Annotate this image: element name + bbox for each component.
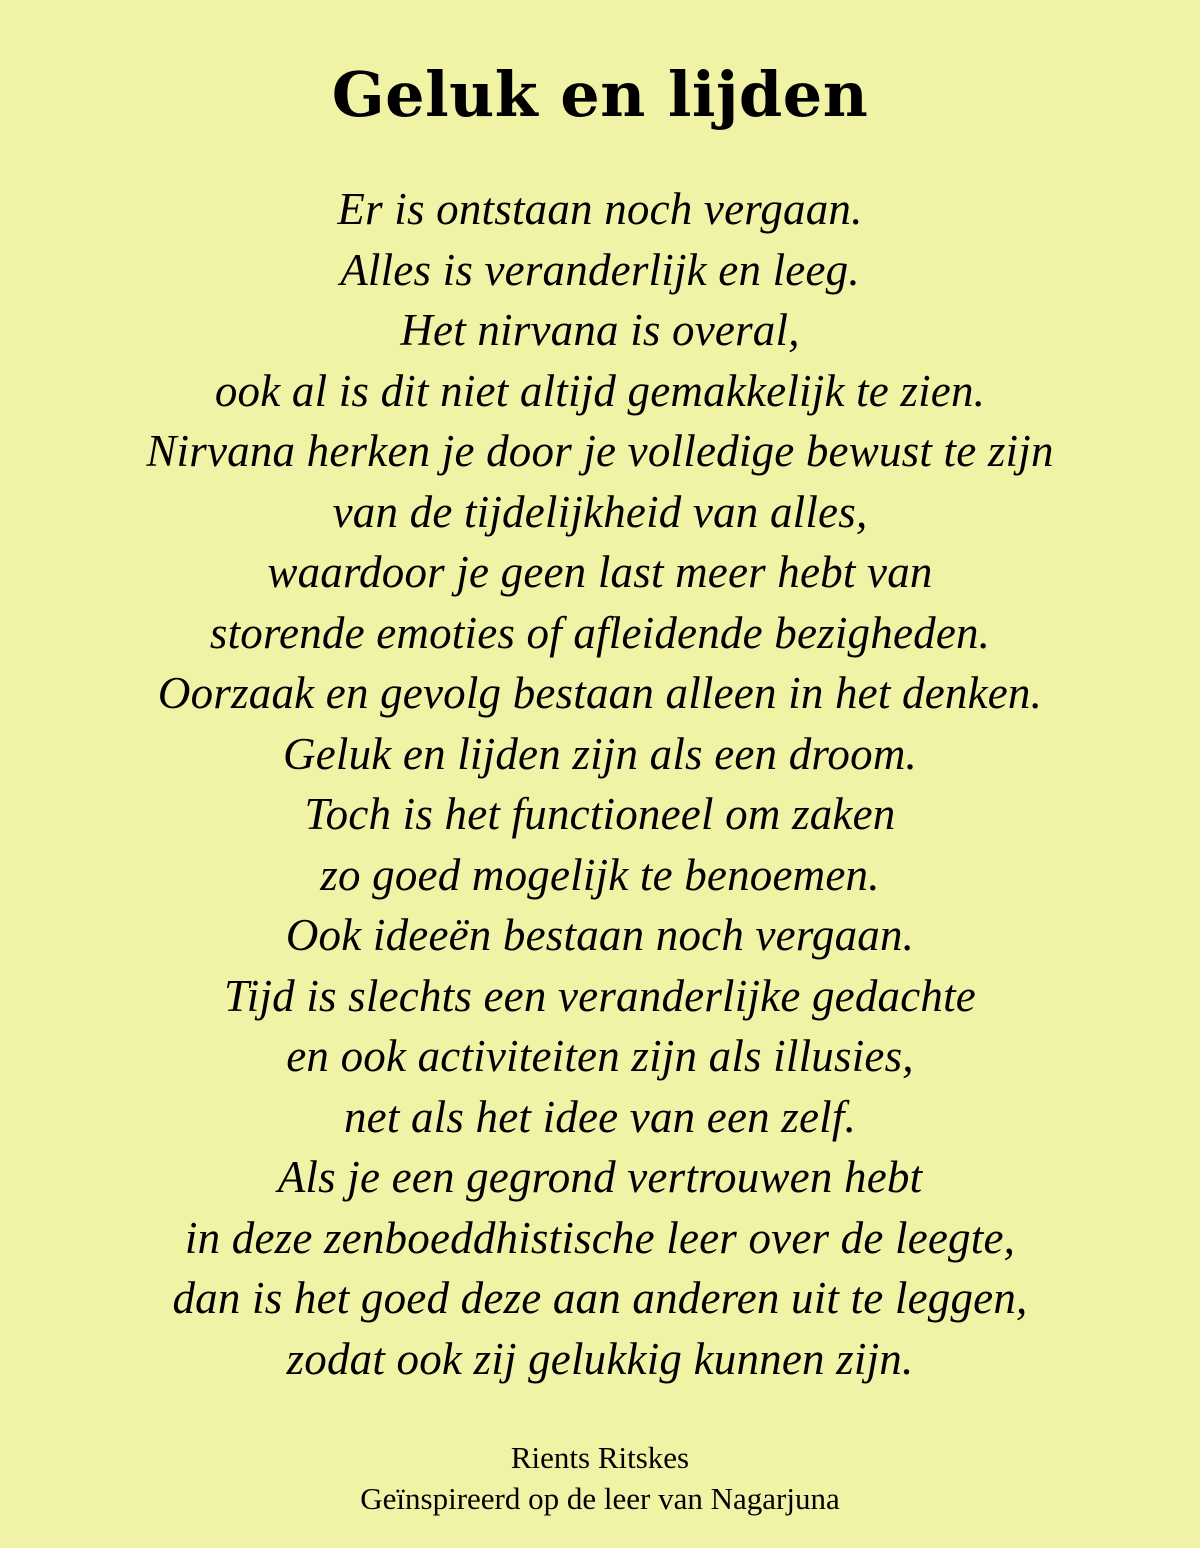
poem-line: Oorzaak en gevolg bestaan alleen in het denken. bbox=[157, 668, 1043, 719]
poem-line: Ook ideeën bestaan noch vergaan. bbox=[285, 910, 915, 961]
poem-line: ook al is dit niet altijd gemakkelijk te zien. bbox=[214, 365, 986, 416]
poem-line: van de tijdelijkheid van alles, bbox=[332, 486, 868, 537]
poem-line: in deze zenboeddhistische leer over de leegte, bbox=[184, 1212, 1016, 1263]
poem-body bbox=[40, 179, 1160, 1389]
poem-line: storende emoties of afleidende bezigheden. bbox=[209, 607, 991, 658]
poem-line: zo goed mogelijk te benoemen. bbox=[320, 849, 880, 900]
poem-line: Het nirvana is overal, bbox=[400, 305, 800, 356]
poem-line: waardoor je geen last meer hebt van bbox=[267, 547, 933, 598]
poem-line: Geluk en lijden zijn als een droom. bbox=[283, 728, 917, 779]
poem-line: Er is ontstaan noch vergaan. bbox=[337, 184, 863, 235]
poem-line: zodat ook zij gelukkig kunnen zijn. bbox=[286, 1333, 914, 1384]
attribution bbox=[360, 1437, 839, 1519]
poem-line: net als het idee van een zelf. bbox=[343, 1091, 857, 1142]
poem-line: dan is het goed deze aan anderen uit te leggen, bbox=[172, 1273, 1028, 1324]
inspiration-note: Geïnspireerd op de leer van Nagarjuna bbox=[360, 1481, 840, 1517]
poem-line: Toch is het functioneel om zaken bbox=[304, 789, 896, 840]
poem-line: Als je een gegrond vertrouwen hebt bbox=[277, 1152, 923, 1203]
poem-line: Nirvana herken je door je volledige bewust te zijn bbox=[146, 426, 1054, 477]
page-title: Geluk en lijden bbox=[331, 58, 869, 131]
poem-line: Alles is veranderlijk en leeg. bbox=[340, 244, 860, 295]
author-name: Rients Ritskes bbox=[510, 1440, 690, 1476]
poem-line: Tijd is slechts een veranderlijke gedachte bbox=[224, 970, 976, 1021]
poem-line: en ook activiteiten zijn als illusies, bbox=[286, 1031, 914, 1082]
